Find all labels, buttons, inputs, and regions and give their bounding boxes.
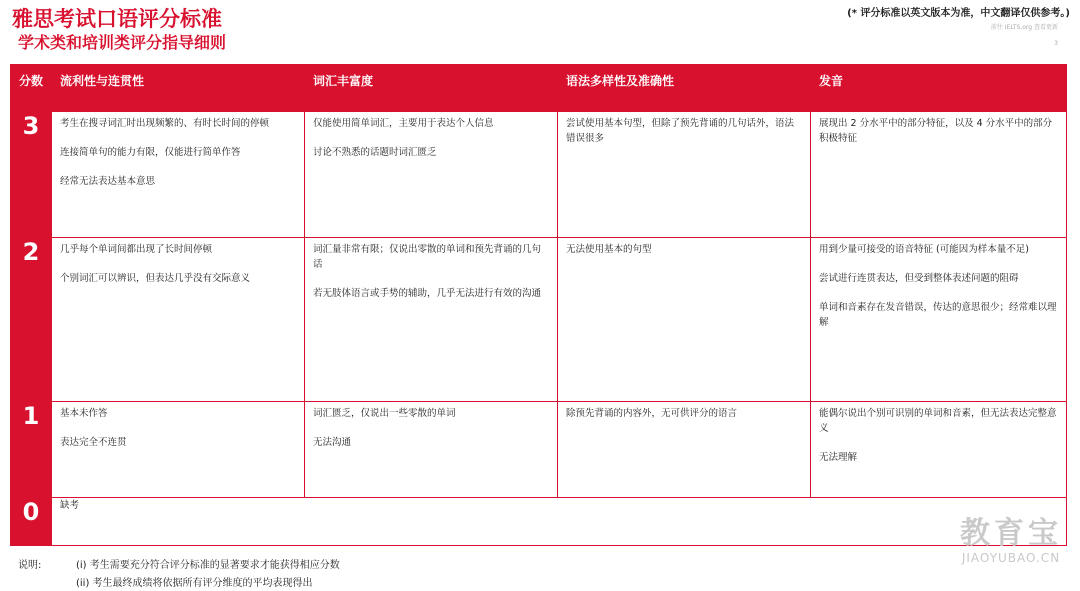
criterion-text: 无法沟通 [313, 437, 352, 448]
criterion-text: 尝试使用基本句型，但除了预先背诵的几句话外，语法错误很多 [566, 118, 795, 144]
lexical-cell [305, 238, 558, 402]
lexical-cell [305, 402, 558, 498]
criterion-text: 基本未作答 [60, 408, 108, 419]
table-row [11, 402, 1067, 498]
pronunciation-cell [811, 112, 1067, 238]
fluency-cell [52, 238, 305, 402]
lexical-cell [305, 112, 558, 238]
criterion-text: 考生在搜寻词汇时出现频繁的、有时长时间的停顿 [60, 118, 270, 129]
header-score: 分数 [11, 65, 52, 112]
criterion-text: 无法理解 [819, 452, 858, 463]
header-grammar: 语法多样性及准确性 [558, 65, 811, 112]
criterion-text: 若无肢体语言或手势的辅助，几乎无法进行有效的沟通 [313, 288, 542, 299]
table-row [11, 112, 1067, 238]
scoring-table [10, 64, 1067, 546]
page-subtitle: 学术类和培训类评分指导细则 [18, 33, 227, 52]
absent-cell [52, 498, 1067, 546]
score-3: 3 [11, 112, 52, 238]
table-row [11, 238, 1067, 402]
explanation-line-1: (i) 考生需要充分符合评分标准的显著要求才能获得相应分数 [76, 560, 340, 571]
criterion-text: 几乎每个单词间都出现了长时间停顿 [60, 244, 213, 255]
header-lexical: 词汇丰富度 [305, 65, 558, 112]
update-link[interactable]: 前往 IELTS.org 查看更新 [990, 24, 1058, 31]
criterion-text: 词汇量非常有限；仅说出零散的单词和预先背诵的几句话 [313, 244, 542, 270]
criterion-text: 能偶尔说出个别可识别的单词和音素，但无法表达完整意义 [819, 408, 1057, 434]
table-row [11, 498, 1067, 546]
watermark-logo [960, 517, 1062, 565]
criterion-text: 讨论不熟悉的话题时词汇匮乏 [313, 147, 437, 158]
criterion-text: 缺考 [60, 500, 80, 511]
score-2: 2 [11, 238, 52, 402]
criterion-text: 词汇匮乏，仅说出一些零散的单词 [313, 408, 456, 419]
explanation-line-2: (ii) 考生最终成绩将依据所有评分维度的平均表现得出 [76, 578, 313, 589]
criterion-text: 无法使用基本的句型 [566, 244, 652, 255]
page-title: 雅思考试口语评分标准 [12, 7, 222, 31]
watermark-text: 教育宝 [960, 516, 1062, 551]
page-number: 3 [1054, 40, 1058, 47]
pronunciation-cell [811, 402, 1067, 498]
criterion-text: 个别词汇可以辨识，但表达几乎没有交际意义 [60, 273, 251, 284]
translation-note: (* 评分标准以英文版本为准，中文翻译仅供参考。) [847, 8, 1070, 19]
fluency-cell [52, 112, 305, 238]
watermark-domain: JIAOYUBAO.CN [961, 551, 1061, 565]
fluency-cell [52, 402, 305, 498]
criterion-text: 用到少量可接受的语音特征 (可能因为样本量不足) [819, 244, 1029, 255]
grammar-cell [558, 238, 811, 402]
criterion-text: 除预先背诵的内容外，无可供评分的语言 [566, 408, 738, 419]
criterion-text: 展现出 2 分水平中的部分特征，以及 4 分水平中的部分积极特征 [819, 118, 1053, 144]
criterion-text: 表达完全不连贯 [60, 437, 127, 448]
criterion-text: 单词和音素存在发音错误，传达的意思很少；经常难以理解 [819, 302, 1057, 328]
grammar-cell [558, 402, 811, 498]
score-0: 0 [11, 498, 52, 546]
criterion-text: 仅能使用简单词汇，主要用于表达个人信息 [313, 118, 494, 129]
criterion-text: 经常无法表达基本意思 [60, 176, 156, 187]
criterion-text: 连接简单句的能力有限，仅能进行简单作答 [60, 147, 241, 158]
pronunciation-cell [811, 238, 1067, 402]
table-header-row [11, 65, 1067, 112]
header-fluency: 流利性与连贯性 [52, 65, 305, 112]
criterion-text: 尝试进行连贯表达，但受到整体表述问题的阻碍 [819, 273, 1019, 284]
score-1: 1 [11, 402, 52, 498]
grammar-cell [558, 112, 811, 238]
header-pronunciation: 发音 [811, 65, 1067, 112]
explanation-label: 说明: [18, 560, 42, 571]
